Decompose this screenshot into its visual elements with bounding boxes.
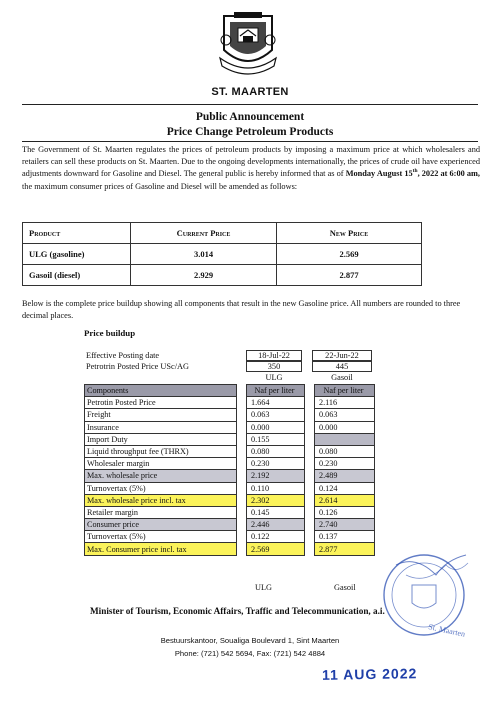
header-product: Product [23, 223, 131, 244]
buildup-header-row [85, 385, 375, 397]
component-name: Petrotin Posted Price [85, 397, 237, 409]
new-price: 2.569 [277, 244, 422, 265]
gasoil-value: 2.489 [315, 470, 375, 482]
buildup-note: Below is the complete price buildup showing all components that result in the new Gasoline price. All numbers are rounded to three decimal places. [22, 299, 461, 321]
gasoil-value-empty [315, 433, 375, 445]
ulg-value: 1.664 [247, 397, 305, 409]
component-name: Freight [85, 409, 237, 421]
buildup-row [85, 433, 375, 445]
gasoil-value: 2.116 [315, 397, 375, 409]
phone-fax-line: Phone: (721) 542 5694, Fax: (721) 542 4884 [174, 649, 326, 658]
ulg-value: 2.569 [247, 543, 305, 555]
header-current-price: Current Price [131, 223, 277, 244]
current-price: 2.929 [131, 265, 277, 286]
svg-text:St. Maarten: St. Maarten [427, 622, 466, 639]
component-name: Wholesaler margin [85, 458, 237, 470]
component-name: Liquid throughput fee (THRX) [85, 445, 237, 457]
ulg-value: 2.302 [247, 494, 305, 506]
buildup-row [85, 531, 375, 543]
component-name: Max. wholesale price [85, 470, 237, 482]
received-date-stamp: 11 AUG 2022 [321, 665, 418, 683]
gasoil-value: 0.080 [315, 445, 375, 457]
gasoil-value: 2.614 [315, 494, 375, 506]
component-name: Retailer margin [85, 506, 237, 518]
header-divider [22, 104, 478, 105]
buildup-row [85, 470, 375, 482]
column-gasoil: Gasoil [331, 373, 353, 382]
gasoil-value: 0.137 [315, 531, 375, 543]
announcement-subtitle: Price Change Petroleum Products [166, 126, 334, 138]
buildup-row [85, 482, 375, 494]
ministry-seal-icon [376, 545, 472, 641]
summary-header-row [23, 223, 422, 244]
price-buildup-table [84, 384, 375, 556]
ulg-value: 2.192 [247, 470, 305, 482]
gasoil-value: 0.126 [315, 506, 375, 518]
gasoil-value: 0.000 [315, 421, 375, 433]
ulg-value: 0.000 [247, 421, 305, 433]
component-name: Insurance [85, 421, 237, 433]
buildup-row [85, 397, 375, 409]
minister-title: Minister of Tourism, Economic Affairs, Traffic and Telecommunication, a.i. [90, 606, 385, 616]
summary-row [23, 265, 422, 286]
component-name: Turnovertax (5%) [85, 531, 237, 543]
new-price: 2.877 [277, 265, 422, 286]
announcement-title: Public Announcement [195, 111, 305, 123]
footer-column-ulg: ULG [255, 583, 273, 592]
posted-price-label: Petrotrin Posted Price USc/AG [86, 362, 190, 371]
buildup-row [85, 409, 375, 421]
ulg-value: 2.446 [247, 519, 305, 531]
component-name: Turnovertax (5%) [85, 482, 237, 494]
component-name: Max. Consumer price incl. tax [85, 543, 237, 555]
gasoil-value: 0.124 [315, 482, 375, 494]
buildup-row [85, 445, 375, 457]
footer-column-gasoil: Gasoil [334, 583, 356, 592]
ulg-value: 0.155 [247, 433, 305, 445]
ulg-value: 0.122 [247, 531, 305, 543]
posted-price-ulg: 350 [246, 361, 302, 372]
gasoil-value: 2.877 [315, 543, 375, 555]
product-name: ULG (gasoline) [23, 244, 131, 265]
price-buildup-title: Price buildup [84, 328, 136, 338]
effective-date-gasoil: 22-Jun-22 [312, 350, 372, 361]
gasoil-value: 2.740 [315, 519, 375, 531]
intro-paragraph: The Government of St. Maarten regulates the prices of petroleum products by imposing a maximum price at which wholesalers and retailers can sell these products on St. Maarten. Due to the ongoing developments internationally, the prices of crude oil have experienced adjustments downward for Gasoline and Diesel. The general public is hereby informed that as of Monday August 15th, 2022 at 6:00 am, the maximum consumer prices of Gasoline and Diesel will be amended as follows: [22, 145, 481, 191]
government-name: ST. MAARTEN [211, 86, 289, 98]
buildup-row [85, 519, 375, 531]
summary-row [23, 244, 422, 265]
ulg-value: 0.230 [247, 458, 305, 470]
buildup-row [85, 421, 375, 433]
ulg-value: 0.080 [247, 445, 305, 457]
title-divider [22, 141, 478, 142]
component-name: Import Duty [85, 433, 237, 445]
component-name: Consumer price [85, 519, 237, 531]
ulg-value: 0.110 [247, 482, 305, 494]
buildup-row [85, 458, 375, 470]
ulg-value: 0.145 [247, 506, 305, 518]
gasoil-value: 0.063 [315, 409, 375, 421]
header-components: Components [85, 385, 237, 397]
header-naf-gasoil: Naf per liter [315, 385, 375, 397]
effective-date-ulg: 18-Jul-22 [246, 350, 302, 361]
header-naf-ulg: Naf per liter [247, 385, 305, 397]
buildup-row-highlight [85, 494, 375, 506]
component-name: Max. wholesale price incl. tax [85, 494, 237, 506]
column-ulg: ULG [265, 373, 283, 382]
ulg-value: 0.063 [247, 409, 305, 421]
buildup-row-highlight [85, 543, 375, 555]
posted-price-gasoil: 445 [312, 361, 372, 372]
gasoil-value: 0.230 [315, 458, 375, 470]
price-summary-table [22, 222, 422, 286]
header-new-price: New Price [277, 223, 422, 244]
product-name: Gasoil (diesel) [23, 265, 131, 286]
address-line: Bestuurskantoor, Soualiga Boulevard 1, Sint Maarten [160, 636, 340, 645]
effective-date-label: Effective Posting date [86, 351, 160, 360]
coat-of-arms-icon [216, 10, 280, 76]
buildup-row [85, 506, 375, 518]
current-price: 3.014 [131, 244, 277, 265]
